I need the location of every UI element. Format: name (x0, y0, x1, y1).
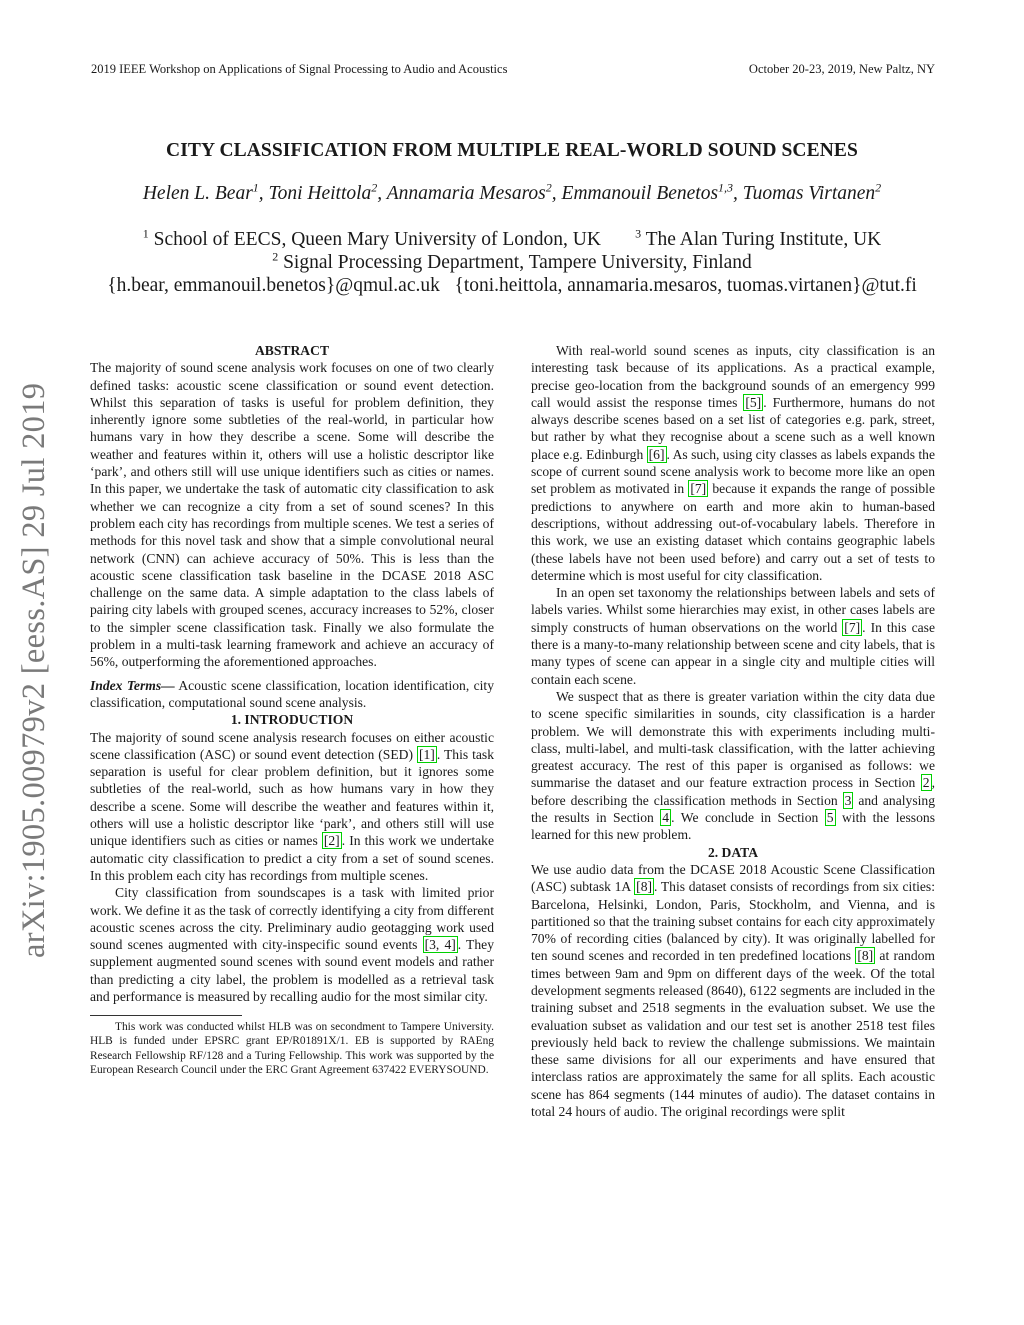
author-affil-sup: 2 (875, 180, 882, 195)
author-affil-sup: 2 (371, 180, 378, 195)
text-run: . This dataset consists of recordings from six cities: Barcelona, Helsinki, London, Paris, Stockholm, and Vienna, and is partitioned so that the training subset contains for each city approximately 70% of recording cities (balanced by city). It was originally labelled for ten sound scenes and recorded in ten predefined locations (531, 879, 935, 964)
text-run: . This task separation is useful for clear problem definition, but it ignores some subtleties of the real-world, such as how humans vary in how they describe a scene. Some will describe the weather and features within it, others will use a holistic descriptor like ‘park’, and others still will use unique identifiers such as cities or names (90, 746, 495, 849)
text-run: . We conclude in Section (671, 810, 825, 826)
body-paragraph (531, 688, 935, 844)
left-column (90, 342, 494, 1077)
text-run: . In this work we undertake automatic city classification to predict a city from a set of sound scenes. In this problem each city has recordings from multiple scenes. (90, 833, 494, 883)
funding-footnote: This work was conducted whilst HLB was on secondment to Tampere University. HLB is funded under EPSRC grant EP/R01891X/1. EB is supported by RAEng Research Fellowship RF/128 and a Turing Fellowship. This work was supported by the European Research Council under the ERC Grant Agreement 637422 EVERYSOUND. (90, 1021, 494, 1076)
text-run: . In this case there is a many-to-many relationship between scene and city labels, that is many types of scene can appear in a single city and multiple cities will contain each scene. (531, 619, 935, 687)
right-column (531, 342, 935, 1120)
author-name: Toni Heittola (268, 183, 372, 204)
arxiv-identifier-stamp: arXiv:1905.00979v2 [eess.AS] 29 Jul 2019 (16, 382, 52, 958)
citation-link[interactable]: [1] (418, 746, 435, 762)
index-terms-text: Acoustic scene classification, location identification, city classification, computational sound scene analysis. (90, 677, 494, 710)
text-run: at random times between 9am and 9pm on different days of the week. Of the total development segments released (8640), 6122 segments are included in the training subset and 2518 segments in the evaluation subset. We use the evaluation subset as validation and our test set is another 2518 test files previously held back to review the challenge submissions. We maintain these same divisions for all our experiments and have ensured that interclass ratios are approximately the same for all splits. Each acoustic scene has 864 segments (144 minutes of audio). The dataset contains in total 24 hours of audio. The original recordings were split (531, 948, 935, 1120)
abstract-text: The majority of sound scene analysis work focuses on one of two clearly defined tasks: acoustic scene classification or sound event detection. Whilst this separation of tasks is useful for problem definition, they inherently ignore some subtleties of the real-world, in particular how humans vary in how they describe a scene. Some will describe the weather and features within it, others will use a holistic descriptor like ‘park’, and others still will use unique identifiers such as cities or names. In this paper, we undertake the task of automatic city classification to ask whether we can recognize a city from a set of sound scenes? In this problem each city has recordings from multiple scenes. We test a series of methods for this novel task and show that a simple convolutional neural network (CNN) can achieve accuracy of 50%. This is less than the acoustic scene classification task baseline in the DCASE 2018 ASC challenge on the same data. A simple adaptation to the class labels of pairing city labels with grouped scenes, accuracy increases to 52%, closer to the simpler scene classification task. Finally we also formulate the problem in a multi-task learning framework and achieve an accuracy of 56%, outperforming the aforementioned approaches. (90, 360, 494, 670)
section-link[interactable]: 4 (662, 810, 670, 826)
affiliation-tampere: Signal Processing Department, Tampere University, Finland (283, 252, 752, 273)
author-list: Helen L. Bear$^1$, Toni Heittola$^2$, Annamaria Mesaros$^2$, Emmanouil Benetos$^{1,3}$, Tuomas Virtanen$^2$ (142, 180, 882, 204)
citation-link[interactable]: [6] (648, 446, 665, 462)
abstract-heading: ABSTRACT (254, 343, 330, 358)
text-run: With real-world sound scenes as inputs, city classification is an interesting task because of its applications. As a practical example, precise geo-location from the background sounds of an emergency 999 call would assist the response times (531, 343, 935, 410)
body-paragraph (531, 342, 935, 584)
text-run: and analysing the results in Section (531, 792, 935, 826)
citation-link[interactable]: [7] (844, 619, 861, 635)
section-link[interactable]: 2 (922, 775, 930, 791)
affiliation-line-2 (0, 249, 1024, 274)
intro-paragraph (90, 729, 494, 885)
text-run: The majority of sound scene analysis research focuses on either acoustic scene classification (ASC) or sound event detection (SED) (90, 729, 494, 762)
citation-link[interactable]: [2] (323, 833, 340, 849)
citation-link[interactable]: [8] (857, 948, 874, 964)
body-paragraph (531, 584, 935, 688)
text-run: , before describing the classification methods in Section (531, 775, 935, 808)
footnote-rule (90, 1015, 242, 1016)
text-run: We use audio data from the DCASE 2018 Acoustic Scene Classification (ASC) subtask 1A (531, 861, 935, 895)
running-header-right: October 20-23, 2019, New Paltz, NY (748, 62, 935, 76)
section-heading-introduction: 1. INTRODUCTION (230, 712, 354, 728)
author-name: Annamaria Mesaros (386, 183, 546, 204)
author-affil-sup: 1,3 (718, 180, 734, 195)
affil-sup: 3 (635, 226, 642, 241)
running-header-left: 2019 IEEE Workshop on Applications of Signal Processing to Audio and Acoustics (91, 62, 508, 76)
citation-link[interactable]: [8] (636, 879, 653, 895)
text-run: We suspect that as there is greater variation within the city data due to scene specific similarities in sounds, city classification is a harder problem. We will demonstrate this with experiments including multi-class, multi-label, and multi-task classification, with the latter achieving greatest accuracy. The rest of this paper is organised as follows: we summarise the dataset and our feature extraction process in Section (531, 688, 935, 791)
section-link[interactable]: 3 (844, 792, 852, 808)
text-run: City classification from soundscapes is a task with limited prior work. We define it as the task of correctly identifying a city from different acoustic scenes across the city. Preliminary audio geotagging work used sound scenes augmented with city-inspecific sound events (90, 885, 494, 953)
paper-title: CITY CLASSIFICATION FROM MULTIPLE REAL-WORLD SOUND SCENES (166, 140, 858, 161)
data-paragraph (531, 861, 935, 1120)
text-run: because it expands the range of possible predictions to anywhere on earth and more akin to human-based descriptions, without addressing out-of-vocabulary labels. Therefore in this work, we use an existing dataset which contains geographic labels (these labels have not been used before) and carry out a set of tests to determine which is most useful for city classification. (531, 481, 935, 583)
citation-link[interactable]: [3, 4] (424, 937, 456, 953)
affil-sup: 1 (142, 226, 149, 241)
author-emails: {h.bear, emmanouil.benetos}@qmul.ac.uk {toni.heittola, annamaria.mesaros, tuomas.virtanen}@tut.fi (107, 275, 917, 296)
text-run: with the lessons learned for this new problem. (531, 810, 935, 843)
text-run: . Furthermore, humans do not always describe scenes based on a set list of categories e.g. park, street, but rather by what they recognise about a scene such as a well known place e.g. Edinburgh (531, 394, 935, 462)
affiliation-qmul: School of EECS, Queen Mary University of London, UK (153, 229, 601, 250)
author-name: Helen L. Bear (142, 183, 253, 204)
author-affil-sup: 2 (545, 180, 552, 195)
index-terms-label: Index Terms— (90, 677, 175, 693)
index-terms (90, 677, 494, 712)
text-run: In an open set taxonomy the relationships between labels and sets of labels varies. Whilst some hierarchies may exist, in other cases labels are simply constructs of human observations on the world (531, 585, 935, 635)
author-name: Tuomas Virtanen (742, 183, 876, 204)
text-run: . As such, using city classes as labels expands the scope of current sound scene analysis work to become more like an open set problem as motivated in (531, 446, 935, 497)
intro-paragraph (90, 884, 494, 1005)
affiliation-turing: The Alan Turing Institute, UK (645, 229, 882, 250)
citation-link[interactable]: [5] (745, 394, 762, 410)
affiliation-line-1 (0, 226, 1024, 251)
affil-sup: 2 (272, 249, 279, 264)
author-name: Emmanouil Benetos (561, 183, 719, 204)
citation-link[interactable]: [7] (690, 481, 707, 497)
text-run: . They supplement augmented sound scenes with sound event models and rather than predicting a city label, the problem is modelled as a retrieval task and performance is measured by recalling audio for the most similar city. (90, 937, 494, 1004)
author-affil-sup: 1 (252, 180, 259, 195)
section-link[interactable]: 5 (826, 810, 834, 826)
section-heading-data: 2. DATA (707, 844, 759, 860)
